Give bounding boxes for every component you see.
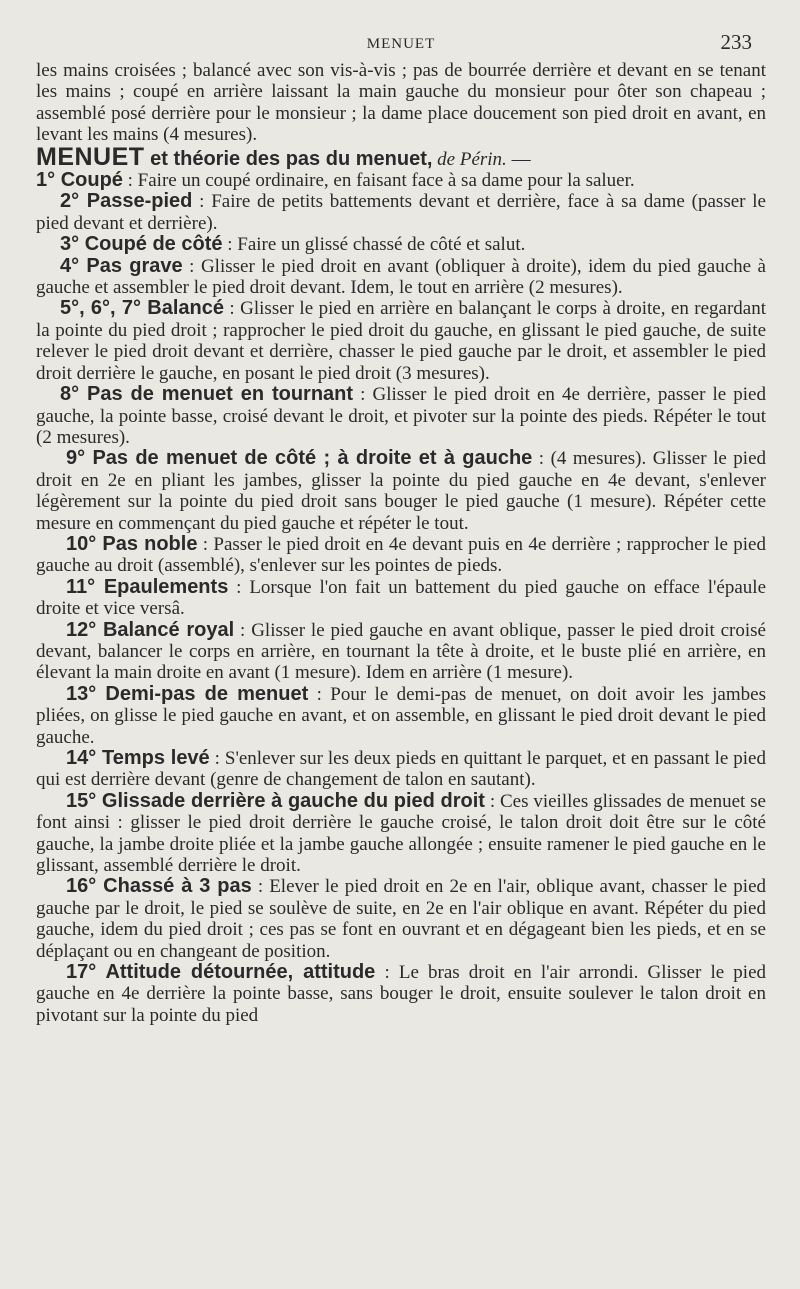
step-number: 17° — [66, 961, 106, 984]
step-number: 15° — [66, 789, 102, 812]
step-description: : Glisser le pied droit en avant (obliquer à droite), idem du pied gauche à gauche et assembler le pied droit devant. Idem, le tout en arrière (2 mesures). — [36, 255, 766, 299]
intro-paragraph: les mains croisées ; balancé avec son vis-à-vis ; pas de bourrée derrière et devant en se tenant les mains ; coupé en arrière laissant la main gauche du monsieur pour ôter son chapeau ; assemblé posé derrière pour le monsieur ; la dame place doucement son pied droit en avant, en levant les mains (4 mesures). — [36, 60, 766, 146]
step-list — [36, 170, 766, 1026]
step-term: Epaulements — [103, 575, 229, 598]
step-term: Coupé — [60, 169, 123, 192]
section-heading — [36, 142, 766, 171]
step-description: : Passer le pied droit en 4e devant puis en 4e derrière ; rapprocher le pied gauche au droit (assemblé), s'enlever sur les pointes de pieds. — [36, 533, 766, 577]
step-description: : Pour le demi-pas de menuet, on doit avoir les jambes pliées, on glisse le pied gauche en avant, et on assemble, en glissant le pied droit devant le pied gauche. — [36, 683, 766, 748]
step-description: : Ces vieilles glissades de menuet se font ainsi : glisser le pied droit derrière le gauche croisé, le talon droit doit être sur le côté gauche, la jambe droite pliée et la jambe gauche allongée ; ensuite ramener le pied gauche en le glissant, assemblé derrière le droit. — [36, 790, 766, 877]
step-item — [36, 791, 766, 877]
step-term: Chassé à 3 pas — [103, 875, 252, 898]
step-item — [36, 620, 766, 684]
step-term: Pas de menuet de côté ; à droite et à gauche — [92, 447, 533, 470]
step-item — [36, 534, 766, 577]
step-number: 3° — [60, 233, 85, 256]
section-title-big: MENUET — [36, 142, 145, 171]
step-item — [36, 170, 766, 191]
step-number: 14° — [66, 747, 103, 769]
step-item — [36, 577, 766, 620]
page-body — [36, 60, 766, 1026]
section-dash: — — [506, 148, 531, 170]
step-item — [36, 962, 766, 1026]
step-item — [36, 191, 766, 234]
step-item — [36, 684, 766, 748]
step-number: 4° — [60, 254, 87, 277]
step-number: 12° — [66, 618, 103, 641]
section-author: de Périn. — [432, 148, 507, 170]
running-title: MENUET — [366, 36, 436, 52]
step-number: 5°, 6°, 7° — [60, 297, 148, 320]
step-term: Pas de menuet en tournant — [87, 383, 354, 406]
step-number: 11° — [66, 575, 104, 598]
step-description: : Glisser le pied en arrière en balançant le corps à droite, en regardant la pointe du pied droit ; rapprocher le pied droit du gauche, en glissant le pied gauche, de suite relever le pied droit devant et derrière, chasser le pied gauche par le droit, et assembler le pied droit derrière le gauche, en posant le pied droit (3 mesures). — [36, 298, 767, 384]
step-number: 9° — [66, 447, 93, 470]
step-description: : Faire de petits battements devant et derrière, face à sa dame (passer le pied devant et derrière). — [36, 191, 766, 234]
step-item — [36, 384, 766, 448]
step-number: 10° — [66, 532, 103, 555]
step-item — [36, 256, 766, 299]
page-header — [36, 30, 766, 60]
step-description: : (4 mesures). Glisser le pied droit en 2e en pliant les jambes, glisser la pointe du pied gauche en 4e devant, s'enlever légèrement sur la pointe du pied droit sans bouger le pied gauche (1 mesure). Répéter cette mesure en commençant du pied gauche et répéter le tout. — [36, 448, 766, 534]
step-number: 2° — [60, 190, 87, 213]
step-description: : Glisser le pied droit en 4e derrière, passer le pied gauche, la pointe basse, croisé devant le droit, et pivoter sur la pointe des pieds. Répéter le tout (2 mesures). — [36, 384, 766, 448]
step-description: : Glisser le pied gauche en avant oblique, passer le pied droit croisé devant, balancer le corps en arrière, en tournant la tête à droite, et le buste plié en arrière, en élevant la main droite en avant (1 mesure). Idem en arrière (1 mesure). — [36, 619, 766, 684]
step-description: : Elever le pied droit en 2e en l'air, oblique avant, chasser le pied gauche par le droit, le pied se soulève de suite, en 2e en l'air oblique en avant. Répéter du pied gauche, idem du pied droit ; ces pas se font en ouvrant et en dégageant bien les pieds, et en se déplaçant ou en changeant de position. — [36, 876, 767, 962]
step-term: Demi-pas de menuet — [105, 682, 309, 705]
step-term: Temps levé — [102, 747, 210, 769]
step-term: Balancé — [147, 297, 224, 320]
step-description: : S'enlever sur les deux pieds en quittant le parquet, et en passant le pied qui est derrière devant (genre de changement de talon en sautant). — [36, 748, 766, 791]
page-number: 233 — [720, 30, 752, 54]
step-description: : Le bras droit en l'air arrondi. Glisser le pied gauche en 4e derrière la pointe basse, sans bouger le droit, ensuite soulever le talon droit en pivotant sur la pointe du pied — [36, 962, 766, 1026]
step-term: Pas noble — [102, 532, 198, 555]
step-term: Balancé royal — [102, 618, 235, 641]
step-item — [36, 448, 766, 534]
section-title-rest: et théorie des pas du menuet, — [144, 147, 433, 170]
step-number: 1° — [36, 169, 61, 192]
step-number: 13° — [66, 682, 106, 705]
step-item — [36, 748, 766, 791]
step-description: : Lorsque l'on fait un battement du pied gauche on efface l'épaule droite et vice versâ. — [36, 576, 767, 620]
step-description: : Faire un coupé ordinaire, en faisant face à sa dame pour la saluer. — [122, 170, 635, 192]
step-term: Attitude détournée, attitude — [105, 961, 376, 984]
step-number: 16° — [66, 875, 104, 898]
step-term: Pas grave — [86, 254, 183, 277]
step-term: Passe-pied — [86, 190, 193, 213]
step-term: Glissade derrière à gauche du pied droit — [101, 789, 485, 812]
step-description: : Faire un glissé chassé de côté et salut. — [222, 234, 526, 256]
step-number: 8° — [60, 383, 88, 406]
step-item — [36, 234, 766, 255]
step-item — [36, 876, 766, 962]
step-item — [36, 298, 766, 384]
step-term: Coupé de côté — [84, 233, 223, 256]
